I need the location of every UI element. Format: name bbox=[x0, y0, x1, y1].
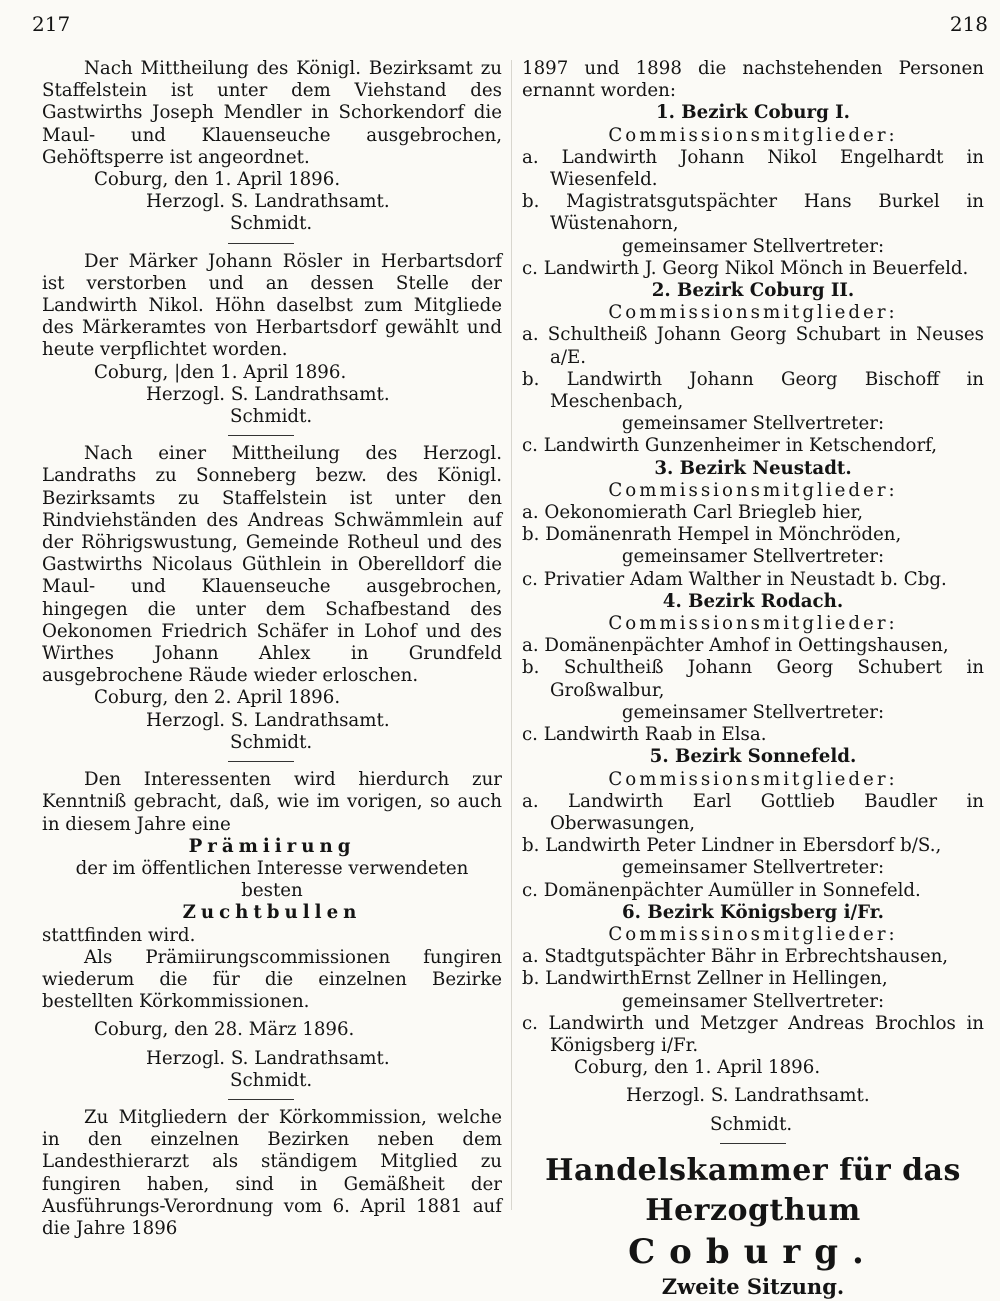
notice-signature: Schmidt. bbox=[230, 213, 313, 235]
deputy-entry: c. Landwirth Raab in Elsa. bbox=[522, 724, 767, 746]
intro-text: 1897 und 1898 die nachstehenden Personen ernannt worden: bbox=[522, 58, 984, 102]
district-list bbox=[522, 102, 984, 1057]
notice-place-date: Coburg, den 28. März 1896. bbox=[94, 1019, 355, 1041]
notice-text: Nach einer Mittheilung des Herzogl. Landraths zu Sonneberg bezw. des Königl. Bezirksamts zu Staffelstein ist unter den Rindviehständen des Andreas Schwämmlein auf der Röhrigswustung, Gemeinde Rotheul und des Gastwirths Nicolaus Güthlein in Oberelldorf die Maul- und Klauenseuche ausgebrochen, hingegen die unter dem Schafbestand des Oekonomen Friedrich Schäfer in Lohof und des Wirthes Johann Ahlex in Grundfeld ausgebrochene Räude wieder erloschen. bbox=[42, 443, 502, 687]
members-label: Commissionsmitglieder: bbox=[608, 613, 898, 635]
district-title: 4. Bezirk Rodach. bbox=[662, 590, 844, 612]
district-block bbox=[522, 591, 984, 746]
notice-text: Zu Mitgliedern der Körkommission, welche in den einzelnen Bezirken neben dem Landesthierarzt als ständigem Mitglied zu fungiren haben, sind in Gemäßheit der Ausführungs-Verordnung vom 6. April 1881 auf die Jahre 1896 bbox=[42, 1106, 502, 1239]
notice-office: Herzogl. S. Landrathsamt. bbox=[146, 1047, 390, 1069]
notice-text: Nach Mittheilung des Königl. Bezirksamt zu Staffelstein ist unter dem Viehstand des Gastwirths Joseph Mendler in Schorkendorf die Maul- und Klauenseuche ausgebrochen, Gehöftsperre ist angeordnet. bbox=[42, 58, 502, 168]
right-column bbox=[522, 58, 984, 1301]
notice-place-date: Coburg, den 2. April 1896. bbox=[94, 687, 341, 709]
member-entry: b. Magistratsgutspächter Hans Burkel in Wüstenahorn, bbox=[522, 191, 984, 235]
members-label: Commissionsmitglieder: bbox=[608, 768, 898, 790]
deputy-label: gemeinsamer Stellvertreter: bbox=[621, 546, 885, 568]
deputy-label: gemeinsamer Stellvertreter: bbox=[621, 857, 885, 879]
notice-office: Herzogl. S. Landrathsamt. bbox=[626, 1085, 870, 1107]
members-label: Commissionsmitglieder: bbox=[608, 479, 898, 501]
deputy-entry: c. Domänenpächter Aumüller in Sonnefeld. bbox=[522, 879, 921, 901]
district-block bbox=[522, 102, 984, 280]
notice-cattle-disease-1 bbox=[42, 58, 502, 236]
member-entry: a. Domänenpächter Amhof in Oettingshausen, bbox=[522, 635, 949, 657]
members-label: Commissionsmitglieder: bbox=[608, 124, 898, 146]
notice-praemiirung bbox=[42, 769, 502, 1092]
left-column bbox=[42, 58, 502, 1240]
notice-place-date: Coburg, den 1. April 1896. bbox=[94, 169, 341, 191]
member-entry: a. Schultheiß Johann Georg Schubart in Neuses a/E. bbox=[522, 324, 984, 368]
member-entry: b. Landwirth Peter Lindner in Ebersdorf b/S., bbox=[522, 835, 942, 857]
notice-koerkommission bbox=[42, 1107, 502, 1240]
separator-rule bbox=[720, 1143, 786, 1144]
masthead-line-3: Zweite Sitzung. bbox=[661, 1273, 845, 1299]
notice-cattle-disease-2 bbox=[42, 443, 502, 754]
district-title: 1. Bezirk Coburg I. bbox=[655, 102, 851, 124]
separator-rule bbox=[228, 761, 294, 762]
notice-place-date: Coburg, den 1. April 1896. bbox=[574, 1057, 821, 1079]
page-number-left: 217 bbox=[32, 12, 71, 36]
chamber-of-commerce-heading bbox=[522, 1151, 984, 1301]
members-label: Commissionsmitglieder: bbox=[608, 302, 898, 324]
member-entry: a. Landwirth Johann Nikol Engelhardt in Wiesenfeld. bbox=[522, 146, 984, 191]
notice-text-after: stattfinden wird. bbox=[42, 924, 196, 946]
notice-signature: Schmidt. bbox=[710, 1113, 793, 1135]
member-entry: a. Landwirth Earl Gottlieb Baudler in Oberwasungen, bbox=[522, 790, 984, 834]
notice-signature: Schmidt. bbox=[230, 731, 313, 753]
district-title: 6. Bezirk Königsberg i/Fr. bbox=[622, 901, 884, 923]
district-block bbox=[522, 458, 984, 591]
notice-office: Herzogl. S. Landrathsamt. bbox=[146, 191, 390, 213]
separator-rule bbox=[228, 1099, 294, 1100]
deputy-label: gemeinsamer Stellvertreter: bbox=[621, 701, 885, 723]
district-title: 5. Bezirk Sonnefeld. bbox=[649, 746, 857, 768]
separator-rule bbox=[228, 435, 294, 436]
masthead-line-2: Coburg. bbox=[628, 1231, 878, 1272]
district-block bbox=[522, 280, 984, 458]
notice-maerker bbox=[42, 251, 502, 429]
district-block bbox=[522, 902, 984, 1057]
notice-office: Herzogl. S. Landrathsamt. bbox=[146, 709, 390, 731]
deputy-entry: c. Landwirth Gunzenheimer in Ketschendorf, bbox=[522, 435, 938, 457]
district-title: 2. Bezirk Coburg II. bbox=[651, 280, 855, 302]
notice-text: Den Interessenten wird hierdurch zur Kenntniß gebracht, daß, wie im vorigen, so auch in diesem Jahre eine bbox=[42, 769, 502, 835]
notice-heading-zuchtbullen: Zuchtbullen bbox=[182, 902, 362, 924]
deputy-label: gemeinsamer Stellvertreter: bbox=[621, 413, 885, 435]
notice-office: Herzogl. S. Landrathsamt. bbox=[146, 383, 390, 405]
members-label: Commissinosmitglieder: bbox=[608, 923, 898, 945]
notice-signature: Schmidt. bbox=[230, 1069, 313, 1091]
notice-text-middle: der im öffentlichen Interesse verwendeten besten bbox=[75, 857, 469, 902]
column-divider bbox=[511, 60, 512, 1210]
notice-text-2: Als Prämiirungscommissionen fungiren wiederum die für die einzelnen Bezirke bestellten Körkommissionen. bbox=[42, 946, 502, 1013]
notice-text: Der Märker Johann Rösler in Herbartsdorf ist verstorben und an dessen Stelle der Landwirth Nikol. Höhn daselbst zum Mitgliede des Märkeramtes von Herbartsdorf gewählt und heute verpflichtet worden. bbox=[42, 250, 502, 361]
member-entry: b. Domänenrath Hempel in Mönchröden, bbox=[522, 524, 902, 546]
member-entry: b. Schultheiß Johann Georg Schubert in Großwalbur, bbox=[522, 657, 984, 701]
deputy-entry: c. Privatier Adam Walther in Neustadt b. Cbg. bbox=[522, 568, 947, 590]
member-entry: b. LandwirthErnst Zellner in Hellingen, bbox=[522, 968, 888, 990]
district-title: 3. Bezirk Neustadt. bbox=[654, 457, 852, 479]
member-entry: a. Stadtgutspächter Bähr in Erbrechtshausen, bbox=[522, 946, 949, 968]
member-entry: a. Oekonomierath Carl Briegleb hier, bbox=[522, 502, 863, 524]
page-number-right: 218 bbox=[949, 12, 988, 36]
masthead-line-1: Handelskammer für das Herzogthum bbox=[545, 1152, 961, 1228]
notice-signature: Schmidt. bbox=[230, 406, 313, 428]
deputy-entry: c. Landwirth J. Georg Nikol Mönch in Beuerfeld. bbox=[522, 257, 969, 279]
member-entry: b. Landwirth Johann Georg Bischoff in Meschenbach, bbox=[522, 368, 984, 413]
district-block bbox=[522, 746, 984, 901]
notice-place-date: Coburg, |den 1. April 1896. bbox=[94, 361, 347, 383]
deputy-entry: c. Landwirth und Metzger Andreas Brochlos in Königsberg i/Fr. bbox=[522, 1012, 984, 1056]
deputy-label: gemeinsamer Stellvertreter: bbox=[621, 235, 885, 257]
notice-heading-praemiirung: Prämiirung bbox=[188, 835, 356, 857]
deputy-label: gemeinsamer Stellvertreter: bbox=[621, 990, 885, 1012]
separator-rule bbox=[228, 243, 294, 244]
